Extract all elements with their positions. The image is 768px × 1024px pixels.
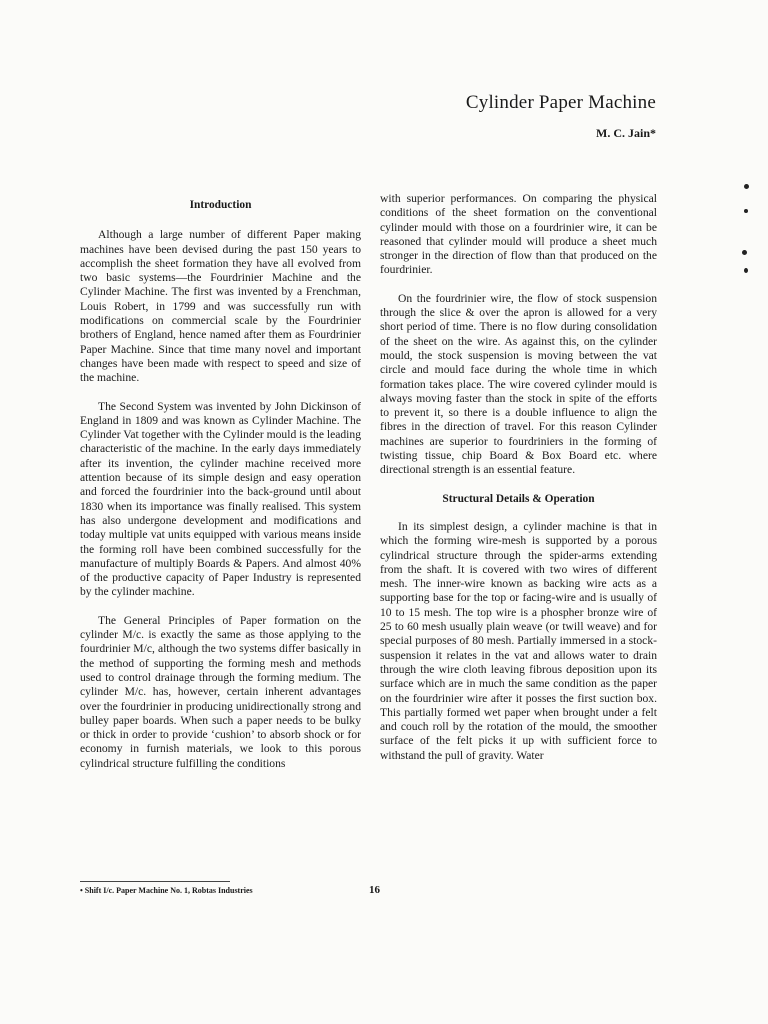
- punch-hole-mark: [742, 250, 747, 255]
- paragraph: The Second System was invented by John Dickinson of England in 1809 and was known as Cylinder Machine. The Cylinder Vat together with the Cylinder mould is the leading characteristic of the machine. In the early days immediately after its invention, the cylinder machine received more attention because of its simple design and easy operation and forced the fourdrinier into the back-ground until about 1830 when its importance was finally realised. This system has also undergone development and modifications and today multiple vat units equipped with various means inside the forming roll have been combined successfully for the manufacture of multiply Boards & Papers. And almost 40% of the productive capacity of Paper Industry is represented by the cylinder machine.: [80, 399, 361, 599]
- footnote-rule: [80, 881, 230, 882]
- paragraph: Although a large number of different Paper making machines have been devised during the past 150 years to accomplish the sheet formation they have all evolved from two basic systems—the Fourdrinier Machine and the Cylinder Machine. The first was invented by a Frenchman, Louis Robert, in 1799 and was successfully run with modifications on commercial scale by the Fourdrinier brothers of England, hence named after them as Fourdrinier Paper Machine. Since that time many novel and important changes have been made with respect to speed and size of the machine.: [80, 228, 361, 385]
- punch-hole-mark: [744, 209, 748, 213]
- article-author: M. C. Jain*: [596, 126, 656, 140]
- section-heading-structural: Structural Details & Operation: [442, 492, 595, 505]
- paragraph-continued: with superior performances. On comparing the physical conditions of the sheet formation on the conventional cylinder mould with those on a fourdrinier wire, it can be reasoned that cylinder mould will produce a sheet much stronger in the direction of flow than that produced on the fourdrinier.: [380, 192, 657, 277]
- page-number: 16: [369, 884, 380, 896]
- left-column: [80, 192, 361, 785]
- right-column: [380, 192, 657, 777]
- footnote: • Shift I/c. Paper Machine No. 1, Robtas Industries: [80, 886, 253, 895]
- punch-hole-mark: [744, 184, 749, 189]
- paragraph: In its simplest design, a cylinder machine is that in which the forming wire-mesh is supported by a porous cylindrical structure through the spider-arms extending from the shaft. It is covered with two wires of different mesh. The inner-wire known as backing wire acts as a supporting base for the top or facing-wire and is usually of 10 to 15 mesh. The top wire is a phospher bronze wire of 25 to 60 mesh usually plain weave (or twill weave) and for special purposes of 80 mesh. Partially immersed in a stock-suspension it relates in the vat and allows water to drain through the wire cloth leaving fibrous deposition upon its surface which are in much the same condition as the paper on the fourdrinier wire after it posses the first suction box. This partially formed wet paper when brought under a felt and couch roll by the rotation of the mould, the smoother surface of the felt picks it up with sufficient force to withstand the pull of gravity. Water: [380, 519, 657, 762]
- section-heading-introduction: Introduction: [189, 199, 252, 211]
- paragraph: The General Principles of Paper formation on the cylinder M/c. is exactly the same as those applying to the fourdrinier M/c, although the two systems differ basically in the method of supporting the forming mesh and methods used to control drainage through the forming medium. The cylinder M/c. has, however, certain inherent advantages over the fourdrinier in producing unidirectionally strong and bulley paper boards. When such a paper needs to be bulky or thick in order to provide ‘cushion’ to absorb shock or for economy in furnish materials, we look to this porous cylindrical structure fulfilling the conditions: [80, 613, 361, 770]
- article-title: Cylinder Paper Machine: [465, 92, 656, 113]
- punch-hole-mark: [744, 268, 748, 273]
- paragraph: On the fourdrinier wire, the flow of stock suspension through the slice & over the apron is allowed for a very short period of time. There is no flow during consolidation of the sheet on the wire. As against this, on the cylinder mould, the stock suspension is moving between the vat circle and mould face during the whole time in which formation takes place. The wire covered cylinder mould is always moving faster than the stock in spite of the efforts to prevent it, so there is a double influence to align the fibres in the direction of travel. For this reason Cylinder machines are superior to fourdriniers in the forming of twisting tissue, chip Board & Box Board etc. where directional strength is an essential feature.: [380, 291, 657, 477]
